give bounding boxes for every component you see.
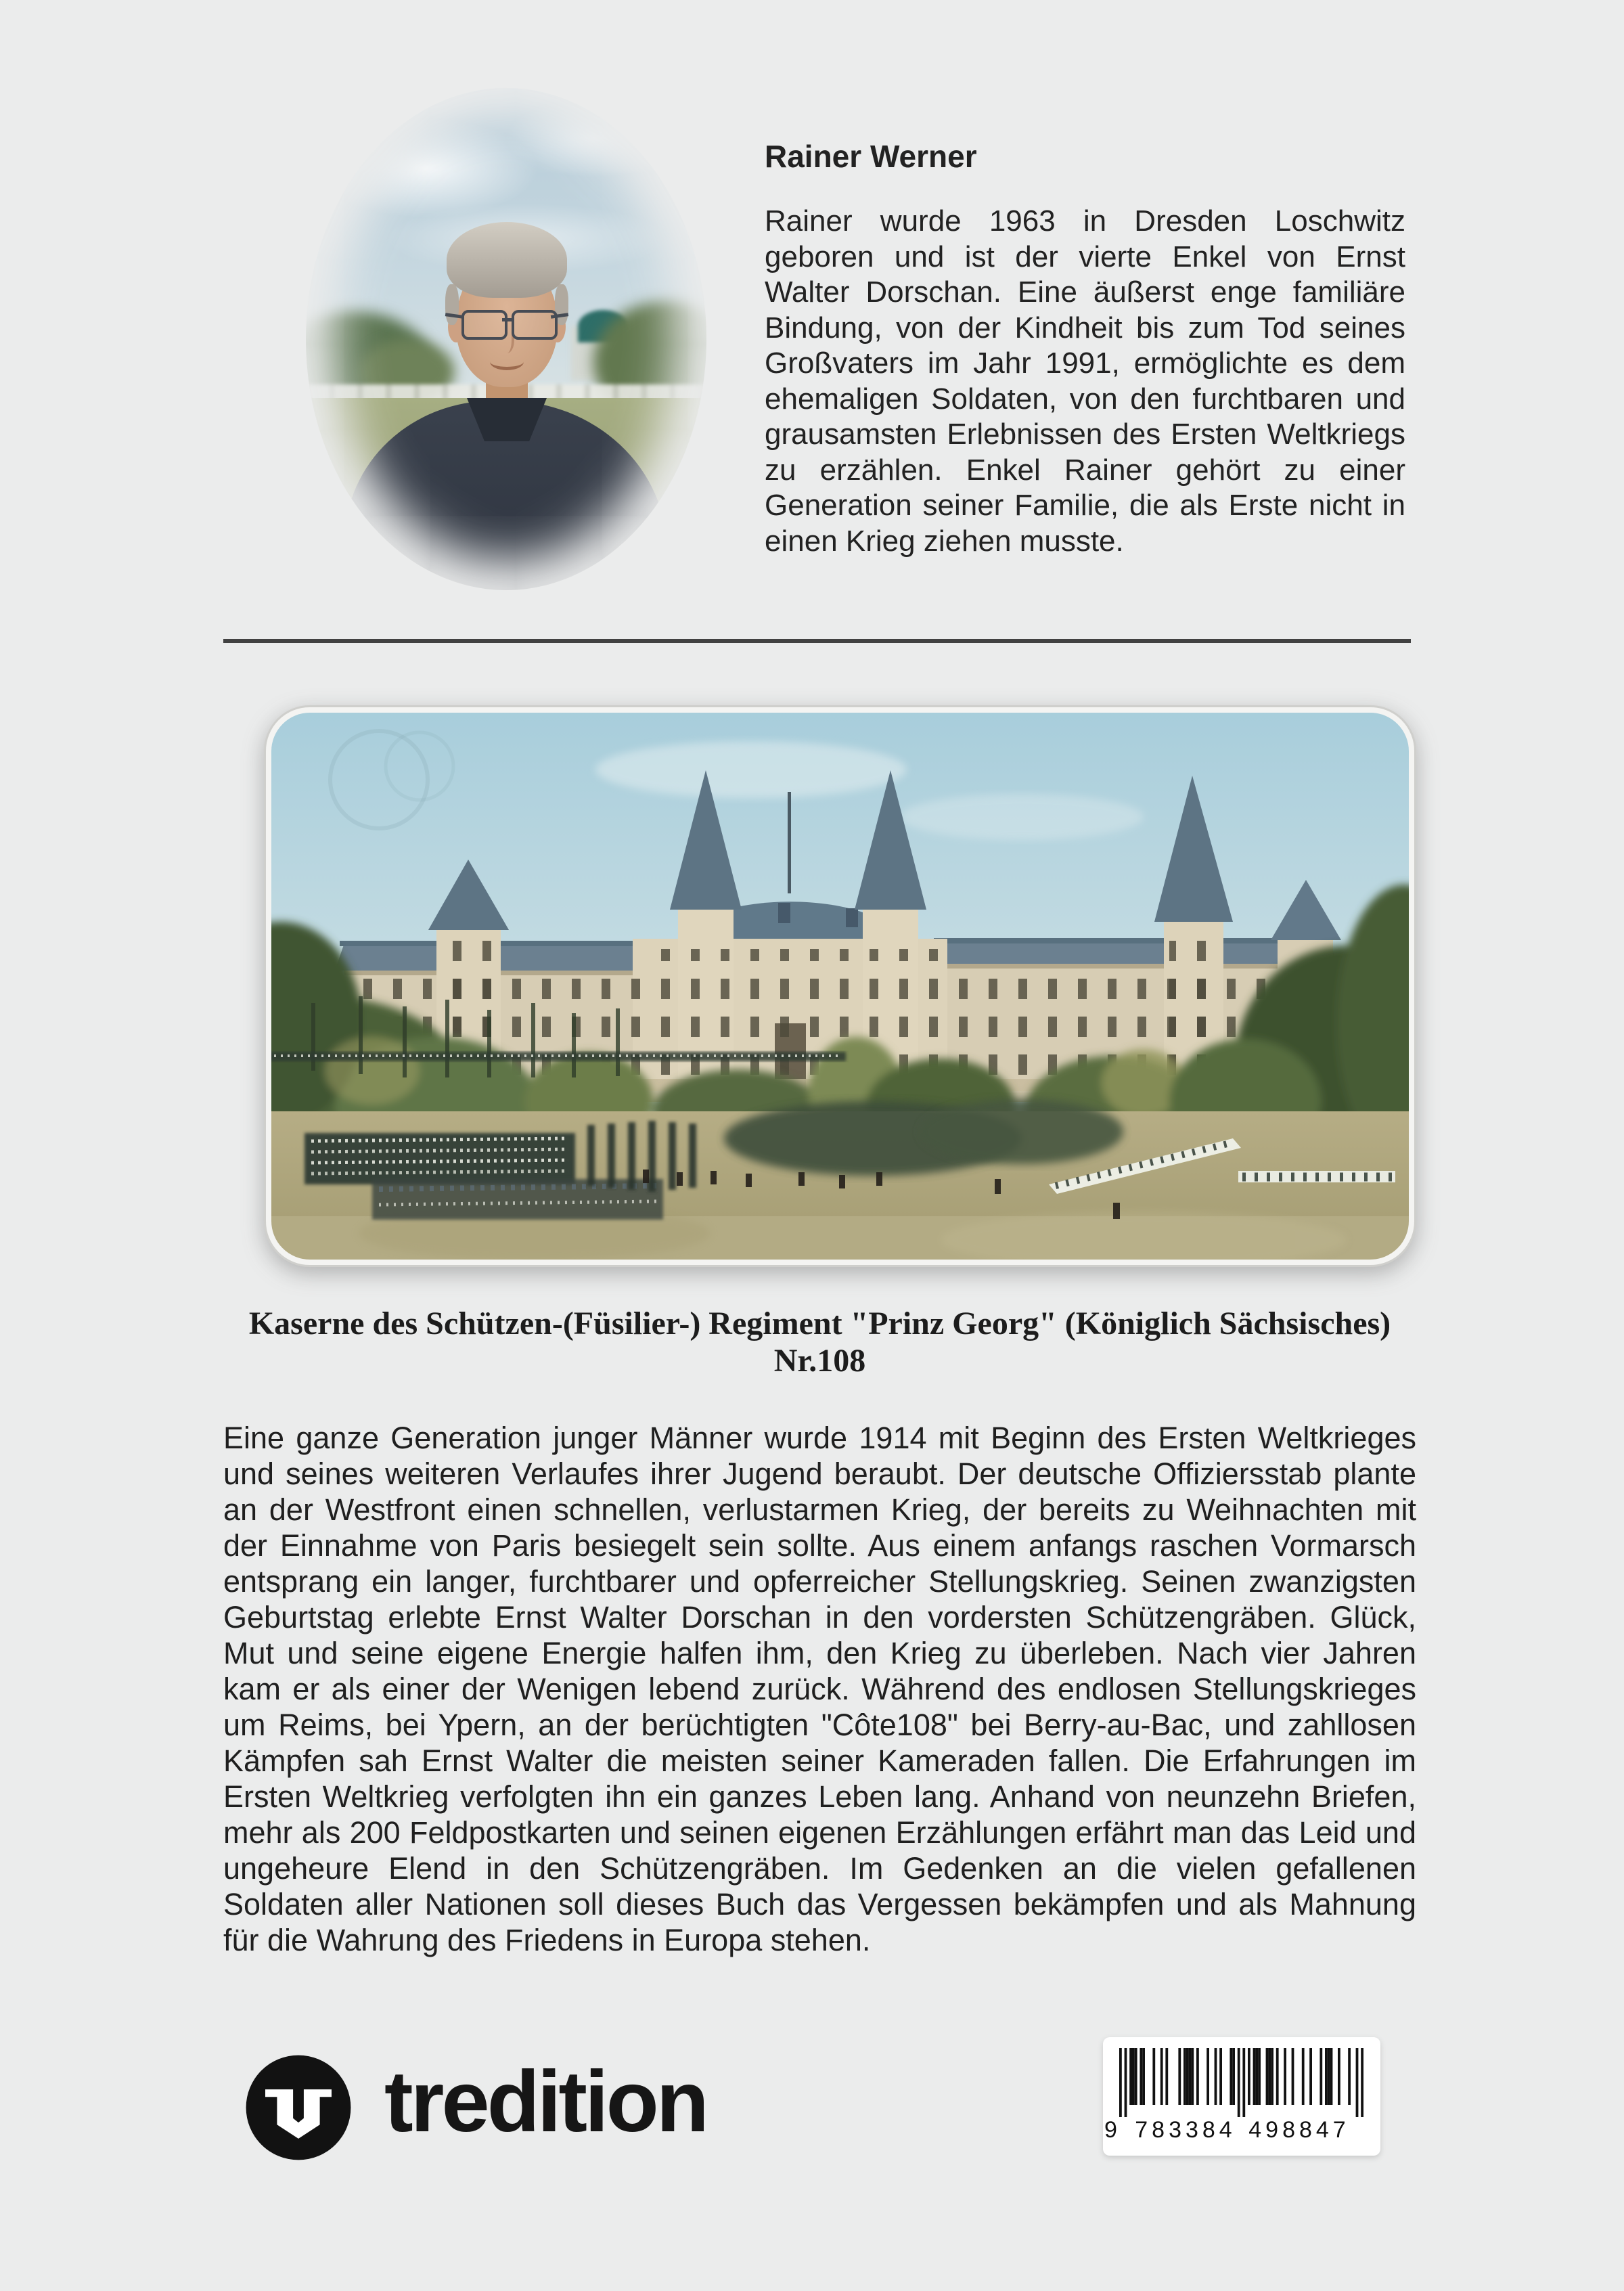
author-portrait-photo — [306, 88, 706, 590]
author-bio-text: Rainer wurde 1963 in Dresden Loschwitz geboren und ist der vierte Enkel von Ernst Walter Dorschan. Eine äußerst enge familiäre Bindung, von der Kindheit bis zum Tod seines Großvaters im Jahr 1991, ermöglichte es dem ehemaligen Soldaten, von den furchtbaren und grausamsten Erlebnissen des Ersten Weltkriegs zu erzählen. Enkel Rainer gehört zu einer Generation seiner Familie, die als Erste nicht in einen Krieg ziehen musste. — [765, 204, 1405, 558]
barracks-postcard-image — [264, 705, 1416, 1267]
barcode-left-group: 783384 — [1135, 2117, 1236, 2143]
book-blurb: Eine ganze Generation junger Männer wurde 1914 mit Beginn des Ersten Weltkrieges und seines weiteren Verlaufes ihrer Jugend beraubt. Der deutsche Offiziersstab plante an der Westfront einen schnellen, verlustarmen Krieg, der bereits zu Weihnachten mit der Einnahme von Paris besiegelt sein sollte. Aus einem anfangs raschen Vormarsch entsprang ein langer, furchtbarer und opferreicher Stellungskrieg. Seinen zwanzigsten Geburtstag erlebte Ernst Walter Dorschan in den vordersten Schützengräben. Glück, Mut und seine eigene Energie halfen ihm, den Krieg zu überleben. Nach vier Jahren kam er als einer der Wenigen lebend zurück. Während des endlosen Stellungskrieges um Reims, bei Ypern, an der berüchtigten "Côte108" bei Berry-au-Bac, und zahllosen Kämpfen sah Ernst Walter die meisten seiner Kameraden fallen. Die Erfahrungen im Ersten Weltkrieg verfolgten ihn ein ganzes Leben lang. Anhand von neunzehn Briefen, mehr als 200 Feldpostkarten und seinen eigenen Erzählungen erfährt man das Leid und ungeheure Elend in den Schützengräben. Im Gedenken an die vielen gefallenen Soldaten aller Nationen soll dieses Buch das Vergessen bekämpfen und als Mahnung für die Wahrung des Friedens in Europa stehen. — [223, 1421, 1416, 1957]
tredition-logo-icon — [245, 2054, 352, 2161]
barcode-right-group: 498847 — [1248, 2117, 1350, 2143]
postcard-caption: Kaserne des Schützen-(Füsilier-) Regiment "Prinz Georg" (Königlich Sächsisches) Nr.108 — [248, 1306, 1391, 1379]
author-name: Rainer Werner — [765, 139, 977, 174]
section-divider — [223, 639, 1411, 643]
isbn-barcode — [1103, 2037, 1380, 2156]
barcode-lead-digit: 9 — [1104, 2117, 1117, 2143]
portrait-soft-edge — [304, 87, 708, 592]
author-bio-column — [765, 139, 1405, 559]
barcode-bars — [1119, 2048, 1364, 2117]
postcard-scene — [264, 705, 1416, 1267]
publisher-wordmark: tredition — [384, 2053, 706, 2150]
